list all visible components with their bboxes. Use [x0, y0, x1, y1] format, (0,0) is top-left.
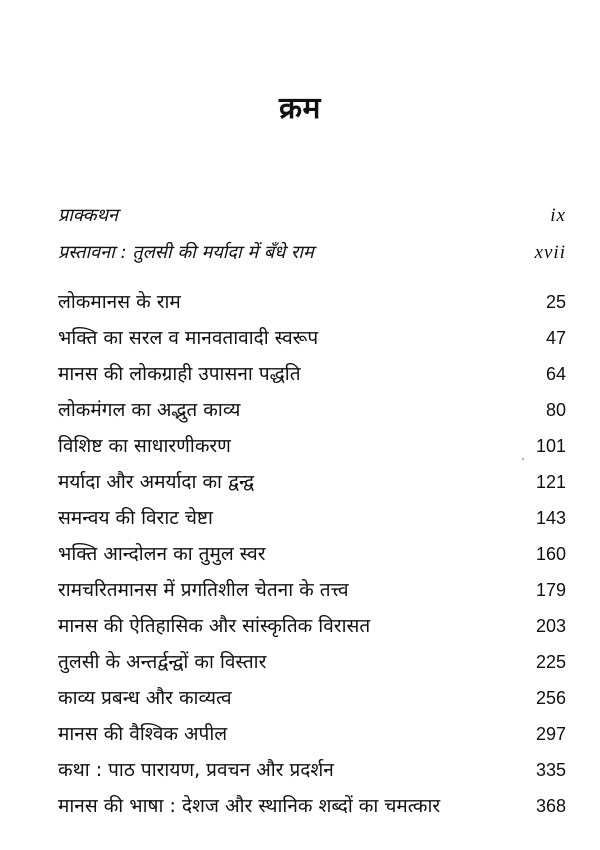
toc-entry — [58, 540, 566, 570]
toc-entry — [58, 396, 566, 426]
toc-entry — [58, 504, 566, 534]
toc-entry — [58, 432, 566, 462]
toc-entry-label: मानस की लोकग्राही उपासना पद्धति — [58, 363, 301, 385]
toc-entry-page: 143 — [535, 508, 566, 528]
toc-entry-label: विशिष्ट का साधारणीकरण — [58, 435, 231, 457]
toc-entry-page: xvii — [534, 242, 566, 263]
toc-entry-page: 256 — [535, 688, 566, 708]
toc-entry — [58, 288, 566, 318]
toc-entry — [58, 324, 566, 354]
toc-entry — [58, 468, 566, 498]
toc-entry-label: काव्य प्रबन्ध और काव्यत्व — [58, 687, 232, 709]
toc-entry — [58, 576, 566, 606]
toc-entry — [58, 720, 566, 750]
toc-entry — [58, 756, 566, 786]
toc-entry-page: 80 — [545, 400, 566, 420]
toc-entry-label: भक्ति आन्दोलन का तुमुल स्वर — [58, 543, 266, 565]
toc-entry-label: भक्ति का सरल व मानवतावादी स्वरूप — [58, 327, 319, 349]
toc-entry-page: 121 — [535, 472, 566, 492]
toc-entry-page: 47 — [545, 328, 566, 348]
toc-entry-page: 25 — [545, 292, 566, 312]
print-speck — [522, 458, 524, 460]
toc-entry — [58, 360, 566, 390]
toc-entry-page: 179 — [535, 580, 566, 600]
toc-entry-prastavana — [58, 240, 566, 270]
toc-entry-page: 297 — [535, 724, 566, 744]
toc-entry-page: ix — [550, 205, 566, 226]
toc-entry — [58, 792, 566, 822]
page-title: क्रम — [279, 91, 321, 126]
toc-entry-label: मानस की भाषा : देशज और स्थानिक शब्दों का चमत्कार — [58, 795, 441, 817]
toc-entry-label: लोकमानस के राम — [58, 291, 181, 313]
toc-entry — [58, 648, 566, 678]
toc-entry-label: समन्वय की विराट चेष्टा — [58, 507, 213, 529]
toc-entry-label: लोकमंगल का अद्भुत काव्य — [58, 399, 241, 421]
toc-entry-page: 368 — [535, 796, 566, 816]
toc-entry — [58, 684, 566, 714]
toc-entry-label: तुलसी के अन्तर्द्वन्द्वों का विस्तार — [58, 651, 267, 673]
toc-entry-label: मानस की वैश्विक अपील — [58, 723, 228, 745]
toc-entry-page: 225 — [535, 652, 566, 672]
toc-entry-label: कथा : पाठ पारायण, प्रवचन और प्रदर्शन — [58, 759, 334, 781]
toc-entry — [58, 612, 566, 642]
toc-entry-page: 160 — [535, 544, 566, 564]
toc-entry-label: रामचरितमानस में प्रगतिशील चेतना के तत्त्व — [58, 579, 349, 601]
toc-entry-label: मर्यादा और अमर्यादा का द्वन्द्व — [58, 471, 255, 493]
toc-entry-label: प्राक्कथन — [58, 205, 119, 226]
toc-entry-page: 101 — [535, 436, 566, 456]
toc-entry-page: 203 — [535, 616, 566, 636]
toc-entry-page: 64 — [545, 364, 566, 384]
toc-entry-prakkathan — [58, 203, 566, 233]
toc-entry-label: प्रस्तावना : तुलसी की मर्यादा में बँधे राम — [58, 242, 314, 263]
toc-entry-page: 335 — [535, 760, 566, 780]
toc-entry-label: मानस की ऐतिहासिक और सांस्कृतिक विरासत — [58, 615, 371, 637]
